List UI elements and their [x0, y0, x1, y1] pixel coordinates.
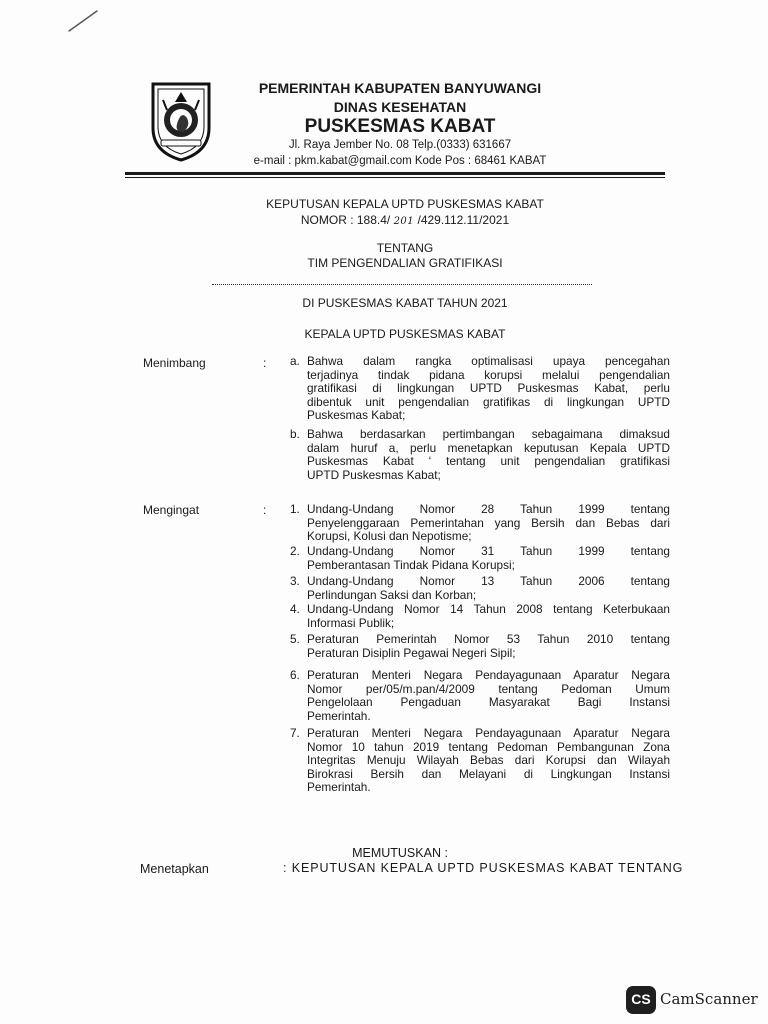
letterhead-divider-thin — [125, 177, 665, 178]
mengingat-item-text — [307, 669, 670, 723]
menimbang-item-line: dibentuk unit pengendalian gratifikas di lingkungan UPTD — [307, 394, 670, 409]
mengingat-item-line: Undang-Undang Nomor 14 Tahun 2008 tentang Keterbukaan — [307, 602, 670, 616]
mengingat-item-line: Integritas Menuju Wilayah Bebas dari Korupsi dan Wilayah — [307, 753, 670, 768]
mengingat-item-line: Peraturan Menteri Negara Pendayagunaan Aparatur Negara — [307, 726, 670, 740]
mengingat-item-line: Undang-Undang Nomor 13 Tahun 2006 tentang — [307, 574, 670, 588]
mengingat-item-text — [307, 603, 670, 630]
menimbang-item — [290, 428, 670, 482]
decree-title: KEPUTUSAN KEPALA UPTD PUSKESMAS KABAT — [266, 197, 544, 211]
mengingat-item — [290, 603, 670, 630]
mengingat-item-line: Birokrasi Bersih dan Melayani di Lingkungan Instansi — [307, 766, 670, 781]
mengingat-label: Mengingat — [143, 503, 200, 517]
memutuskan-heading: MEMUTUSKAN : — [352, 846, 448, 860]
mengingat-item — [290, 503, 670, 544]
camscanner-name: CamScanner — [660, 990, 758, 1008]
mengingat-item-line: Peraturan Pemerintah Nomor 53 Tahun 2010 tentang — [307, 632, 670, 646]
mengingat-item-marker: 2. — [290, 544, 300, 558]
letterhead-divider-thick — [125, 172, 665, 175]
mengingat-item-line: Perlindungan Saksi dan Korban; — [307, 587, 477, 602]
org-address: Jl. Raya Jember No. 08 Telp.(0333) 631667 — [288, 139, 512, 151]
org-email-postcode: e-mail : pkm.kabat@gmail.com Kode Pos : 68461 KABAT — [253, 155, 547, 167]
decree-number-suffix: /429.112.11/2021 — [414, 213, 510, 227]
mengingat-item-text — [307, 633, 670, 660]
mengingat-item-line: Undang-Undang Nomor 28 Tahun 1999 tentang — [307, 502, 670, 516]
mengingat-colon: : — [263, 503, 267, 517]
mengingat-item-text — [307, 503, 670, 544]
menetapkan-label: Menetapkan — [140, 862, 209, 876]
menimbang-item-line: Puskesmas Kabat ‘ tentang unit pengendalian gratifikasi — [307, 454, 670, 469]
tentang-heading: TENTANG — [376, 241, 434, 255]
mengingat-item — [290, 545, 670, 572]
mengingat-item-marker: 7. — [290, 726, 300, 740]
mengingat-item-line: Pemerintah. — [307, 708, 371, 723]
mengingat-item-text — [307, 727, 670, 795]
menimbang-item-marker: b. — [290, 427, 300, 441]
mengingat-item-text — [307, 575, 670, 602]
camscanner-logo-icon — [626, 986, 656, 1014]
decree-subject: TIM PENGENDALIAN GRATIFIKASI — [307, 256, 503, 270]
camscanner-badge-text: CS — [631, 991, 651, 1007]
mengingat-item-marker: 4. — [290, 602, 300, 616]
menimbang-item — [290, 355, 670, 423]
mengingat-item-line: Peraturan Disiplin Pegawai Negeri Sipil; — [307, 645, 516, 660]
mengingat-item-line: Informasi Publik; — [307, 615, 395, 630]
menimbang-item-line: UPTD Puskesmas Kabat; — [307, 467, 441, 482]
mengingat-item-line: Peraturan Menteri Negara Pendayagunaan Aparatur Negara — [307, 668, 670, 682]
menimbang-label: Menimbang — [143, 356, 206, 370]
menimbang-item-text — [307, 428, 670, 482]
mengingat-item-line: Nomor 10 tahun 2019 tentang Pedoman Pembangunan Zona — [307, 739, 670, 754]
mengingat-item — [290, 669, 670, 723]
menimbang-item-line: gratifikasi di lingkungan UPTD Puskesmas Kabat, perlu — [307, 381, 670, 396]
mengingat-item — [290, 633, 670, 660]
org-puskesmas-name: PUSKESMAS KABAT — [304, 116, 496, 137]
mengingat-item-line: Undang-Undang Nomor 31 Tahun 1999 tentang — [307, 544, 670, 558]
decree-number-prefix: NOMOR : 188.4/ — [300, 213, 394, 227]
mengingat-item — [290, 575, 670, 602]
decree-number-handwritten: 201 — [393, 216, 415, 227]
decree-issuer: KEPALA UPTD PUSKESMAS KABAT — [304, 327, 506, 341]
mengingat-item — [290, 727, 670, 795]
mengingat-item-line: Pemerintah. — [307, 780, 371, 795]
regency-crest-icon — [147, 80, 215, 162]
mengingat-item-marker: 1. — [290, 502, 300, 516]
menimbang-item-line: Bahwa dalam rangka optimalisasi upaya pencegahan — [307, 354, 670, 368]
mengingat-item-marker: 3. — [290, 574, 300, 588]
pen-stroke-mark — [66, 8, 100, 34]
org-government-name: PEMERINTAH KABUPATEN BANYUWANGI — [258, 80, 542, 96]
decree-location-year: DI PUSKESMAS KABAT TAHUN 2021 — [302, 296, 508, 310]
mengingat-item-line: Korupsi, Kolusi dan Nepotisme; — [307, 529, 472, 544]
menimbang-item-line: terjadinya tindak pidana korupsi melalui pengendalian — [307, 367, 670, 382]
menimbang-item-line: Bahwa berdasarkan pertimbangan sebagaimana dimaksud — [307, 427, 670, 441]
menimbang-colon: : — [263, 356, 267, 370]
decree-number — [215, 213, 595, 227]
menimbang-item-line: Puskesmas Kabat; — [307, 408, 406, 423]
mengingat-item-line: Nomor per/05/m.pan/4/2009 tentang Pedoman Umum — [307, 681, 670, 696]
menimbang-item-line: dalam huruf a, perlu menetapkan keputusan Kepala UPTD — [307, 440, 670, 455]
mengingat-item-text — [307, 545, 670, 572]
mengingat-item-line: Pemberantasan Tindak Pidana Korupsi; — [307, 557, 515, 572]
mengingat-item-marker: 5. — [290, 632, 300, 646]
dotted-separator — [212, 284, 592, 287]
org-department-name: DINAS KESEHATAN — [333, 99, 467, 115]
menimbang-item-marker: a. — [290, 354, 300, 368]
menetapkan-text: : KEPUTUSAN KEPALA UPTD PUSKESMAS KABAT TENTANG — [283, 861, 684, 875]
mengingat-item-marker: 6. — [290, 668, 300, 682]
mengingat-item-line: Pengelolaan Pengaduan Masyarakat Bagi Instansi — [307, 695, 670, 710]
menimbang-item-text — [307, 355, 670, 423]
mengingat-item-line: Penyelenggaraan Pemerintahan yang Bersih dan Bebas dari — [307, 515, 670, 530]
